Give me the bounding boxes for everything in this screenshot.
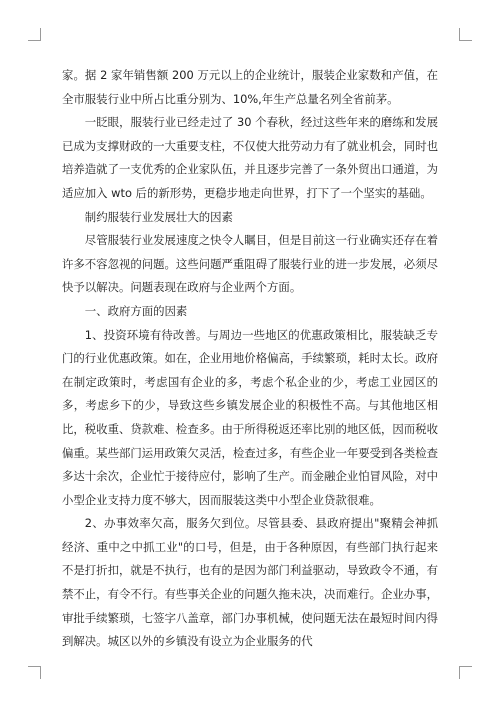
crop-mark-bottom-right <box>459 666 472 679</box>
crop-mark-top-left <box>28 28 41 41</box>
document-body <box>62 64 438 654</box>
section-heading-constraints: 制约服装行业发展壮大的因素 <box>84 209 233 224</box>
crop-mark-bottom-left <box>28 666 41 679</box>
paragraph-investment-environment: 1、投资环境有待改善。与周边一些地区的优惠政策相比，服装缺乏专门的行业优惠政策。如在，企业用地价格偏高，手续繁琐，耗时太长。政府在制定政策时，考虑国有企业的多，考虑个私企业的少，考虑工业园区的多，考虑乡下的少，导致这些乡镇发展企业的积极性不高。与其他地区相比，税收重、贷款难、检查多。由于所得税返还率比别的地区低，因而税收偏重。某些部门运用政策欠灵活，检查过多，有些企业一年要受到各类检查多达十余次，企业忙于接待应付，影响了生产。而金融企业怕冒风险，对中小型企业支持力度不够大，因而服装这类中小型企业贷款很难。 <box>62 327 438 507</box>
paragraph-industry-overview: 一眨眼，服装行业已经走过了 30 个春秋，经过这些年来的磨练和发展已成为支撑财政的一大重要支柱，不仅使大批劳动力有了就业机会，同时也培养造就了一支优秀的企业家队伍，并且逐步完善了一条外贸出口通道，为适应加入 wto 后的新形势，更稳步地走向世界，打下了一个坚实的基础。 <box>62 115 438 200</box>
paragraph-continuation: 家。据 2 家年销售额 200 万元以上的企业统计，服装企业家数和产值，在全市服装行业中所占比重分别为、10%,年生产总量名列全省前茅。 <box>62 68 438 106</box>
subheading-government-factors: 一、政府方面的因素 <box>84 303 188 318</box>
paragraph-problems-intro: 尽管服装行业发展速度之快令人瞩目，但是目前这一行业确实还存在着许多不容忽视的问题。这些问题严重阻碍了服装行业的进一步发展，必须尽快予以解决。问题表现在政府与企业两个方面。 <box>62 233 438 295</box>
paragraph-efficiency: 2、办事效率欠高，服务欠到位。尽管县委、县政府提出"聚精会神抓经济、重中之中抓工业"的口号，但是，由于各种原因，有些部门执行起来不是打折扣，就是不执行，也有的是因为部门利益驱动，导致政令不通，有禁不止，有令不行。有些事关企业的问题久拖未决，决而难行。企业办事，审批手续繁琐，七签字八盖章，部门办事机械，使问题无法在最短时间内得到解决。城区以外的乡镇没有设立为企业服务的代 <box>62 516 438 649</box>
crop-mark-top-right <box>459 28 472 41</box>
